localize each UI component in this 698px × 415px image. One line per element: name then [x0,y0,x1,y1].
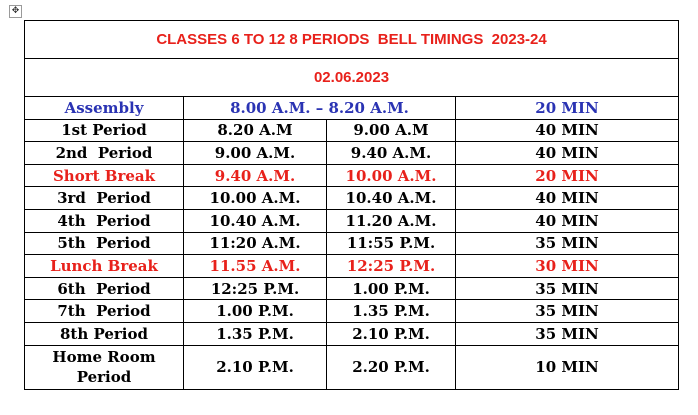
period-duration: 40 MIN [456,142,679,165]
home-room-end: 2.20 P.M. [327,345,456,389]
period-start: 12:25 P.M. [184,277,327,300]
table-row [25,209,679,232]
period-label: 7th Period [25,300,184,323]
assembly-duration: 20 MIN [456,97,679,120]
period-start: 8.20 A.M [184,119,327,142]
period-start: 10.00 A.M. [184,187,327,210]
table-date: 02.06.2023 [25,59,679,97]
period-label: Lunch Break [25,255,184,278]
period-label: 4th Period [25,209,184,232]
period-label: 5th Period [25,232,184,255]
period-label: 8th Period [25,322,184,345]
table-row [25,119,679,142]
period-duration: 40 MIN [456,187,679,210]
period-end: 9.40 A.M. [327,142,456,165]
period-start: 9.00 A.M. [184,142,327,165]
home-room-start: 2.10 P.M. [184,345,327,389]
period-duration: 40 MIN [456,209,679,232]
table-row [25,300,679,323]
period-end: 1.35 P.M. [327,300,456,323]
period-start: 10.40 A.M. [184,209,327,232]
period-label: 3rd Period [25,187,184,210]
table-row-home-room [25,345,679,389]
period-label: Short Break [25,164,184,187]
table-title: CLASSES 6 TO 12 8 PERIODS BELL TIMINGS 2023-24 [25,21,679,59]
table-row [25,322,679,345]
table-move-handle-icon[interactable]: ✥ [9,5,22,18]
assembly-label: Assembly [25,97,184,120]
period-duration: 30 MIN [456,255,679,278]
period-end: 11.20 A.M. [327,209,456,232]
period-start: 9.40 A.M. [184,164,327,187]
table-row [25,142,679,165]
period-duration: 40 MIN [456,119,679,142]
period-end: 10.00 A.M. [327,164,456,187]
home-room-label-line2: Period [76,368,132,387]
period-end: 12:25 P.M. [327,255,456,278]
period-label: 2nd Period [25,142,184,165]
home-room-label [25,345,184,389]
table-row-short-break [25,164,679,187]
table-row [25,232,679,255]
period-label: 6th Period [25,277,184,300]
period-duration: 35 MIN [456,300,679,323]
period-duration: 20 MIN [456,164,679,187]
period-start: 11:20 A.M. [184,232,327,255]
period-end: 9.00 A.M [327,119,456,142]
period-end: 11:55 P.M. [327,232,456,255]
period-start: 11.55 A.M. [184,255,327,278]
home-room-label-line1: Home Room [52,348,156,367]
period-duration: 35 MIN [456,277,679,300]
period-start: 1.00 P.M. [184,300,327,323]
period-duration: 35 MIN [456,232,679,255]
period-start: 1.35 P.M. [184,322,327,345]
table-row-lunch-break [25,255,679,278]
assembly-time: 8.00 A.M. – 8.20 A.M. [184,97,456,120]
period-label: 1st Period [25,119,184,142]
period-end: 2.10 P.M. [327,322,456,345]
table-row [25,277,679,300]
period-duration: 35 MIN [456,322,679,345]
period-end: 10.40 A.M. [327,187,456,210]
table-row [25,187,679,210]
period-end: 1.00 P.M. [327,277,456,300]
bell-timings-table [24,20,679,390]
home-room-duration: 10 MIN [456,345,679,389]
